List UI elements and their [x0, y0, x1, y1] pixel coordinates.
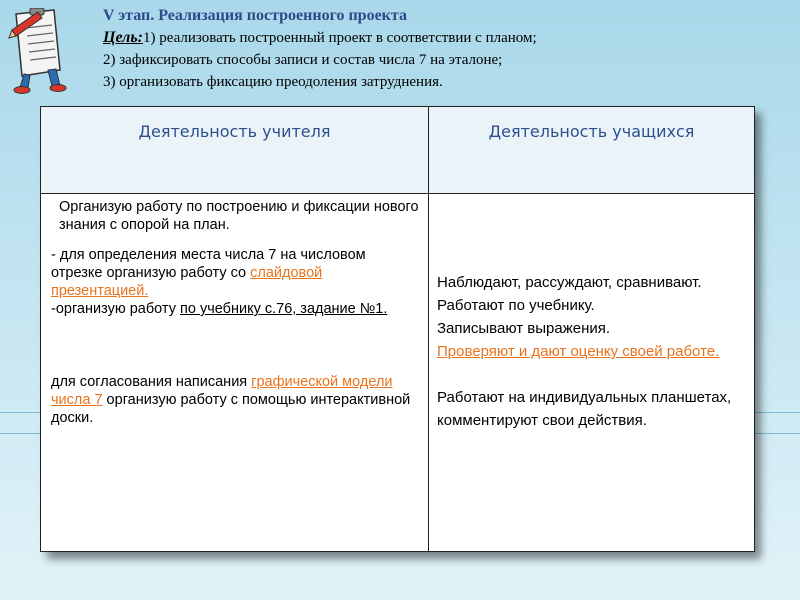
header-teacher-activity: Деятельность учителя: [41, 107, 429, 194]
teacher-p4-text: для согласования написания: [51, 374, 252, 390]
activity-table-container: [40, 106, 754, 552]
teacher-p3-text: -организую работу: [51, 301, 180, 317]
teacher-paragraph-1: Организую работу по построению и фиксации нового знания с опорой на план.: [59, 199, 419, 233]
student-line-5: Работают на индивидуальных планшетах, комментируют свои действия.: [437, 389, 732, 429]
goal-line-2: 2) зафиксировать способы записи и состав числа 7 на эталоне;: [103, 52, 503, 68]
table-header-row: [41, 107, 755, 194]
stage-header: [103, 5, 793, 93]
student-line-1: Наблюдают, рассуждают, сравнивают.: [437, 274, 702, 291]
teacher-paragraph-4: [51, 373, 420, 427]
goal-line-1: [103, 27, 793, 49]
teacher-p2-text: - для определения места числа 7 на числовом отрезке организую работу со: [51, 247, 366, 281]
clipboard-mascot-icon: [6, 8, 68, 96]
student-line-2: Работают по учебнику.: [437, 297, 595, 314]
table-row: [41, 194, 755, 552]
teacher-paragraph-3: [51, 300, 420, 318]
textbook-task-link[interactable]: по учебнику с.76, задание №1.: [180, 301, 388, 317]
goal-label: Цель:: [103, 29, 143, 46]
goal-text-1: 1) реализовать построенный проект в соответствии с планом;: [143, 30, 537, 46]
slide-presentation-link[interactable]: слайдовой презентацией.: [51, 265, 323, 299]
self-check-link[interactable]: Проверяют и дают оценку своей работе.: [437, 343, 720, 360]
graphic-model-link[interactable]: графической модели числа 7: [51, 374, 393, 408]
teacher-activity-cell: [41, 194, 429, 552]
goal-line-3: 3) организовать фиксацию преодоления затруднения.: [103, 74, 443, 90]
activity-table: [40, 106, 755, 552]
teacher-paragraph-2: [51, 246, 420, 300]
student-activity-cell: [429, 194, 755, 552]
student-line-3: Записывают выражения.: [437, 320, 611, 337]
teacher-p4-text-end: организую работу с помощью интерактивной доски.: [51, 392, 411, 426]
stage-title: V этап. Реализация построенного проекта: [103, 7, 407, 24]
header-student-activity: Деятельность учащихся: [429, 107, 755, 194]
